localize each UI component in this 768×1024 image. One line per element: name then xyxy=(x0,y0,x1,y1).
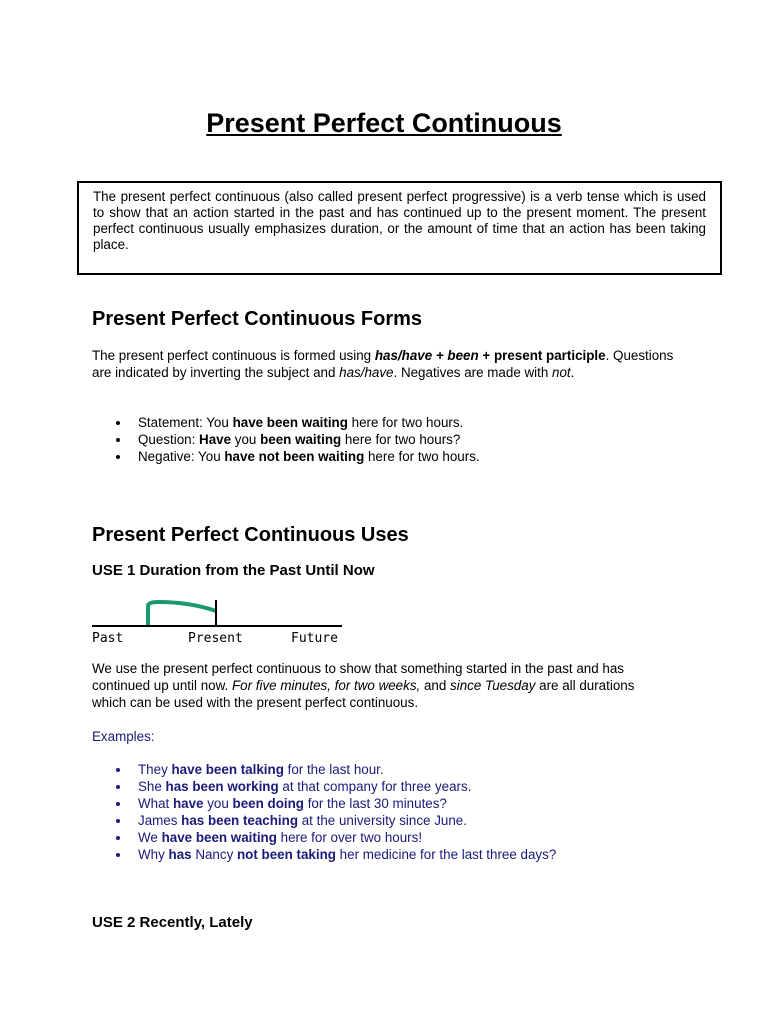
list-item: What have you been doing for the last 30 minutes? xyxy=(92,795,556,812)
timeline-label-present: Present xyxy=(188,631,243,646)
list-item: James has been teaching at the university since June. xyxy=(92,812,556,829)
list-item: Negative: You have not been waiting here for two hours. xyxy=(92,448,480,465)
forms-paragraph: The present perfect continuous is formed using has/have + been + present participle. Questions are indicated by inverting the subject and has/have. Negatives are made with not. xyxy=(92,348,674,380)
bullet-icon xyxy=(116,455,120,459)
timeline-diagram xyxy=(92,598,352,646)
uses-heading: Present Perfect Continuous Uses xyxy=(92,524,409,546)
examples-label: Examples: xyxy=(92,729,155,744)
bullet-icon xyxy=(116,836,120,840)
bullet-icon xyxy=(116,768,120,772)
use1-paragraph: We use the present perfect continuous to show that something started in the past and has continued up until now. For five minutes, for two weeks, and since Tuesday are all durations which can be used with the present perfect continuous. xyxy=(92,661,635,710)
bullet-icon xyxy=(116,853,120,857)
intro-text: The present perfect continuous (also called present perfect progressive) is a verb tense which is used to show that an action started in the past and has continued up to the present moment. The present perfect continuous usually emphasizes duration, or the amount of time that an action has been taking place. xyxy=(93,189,706,252)
timeline-label-past: Past xyxy=(92,631,124,646)
list-item: She has been working at that company for three years. xyxy=(92,778,556,795)
duration-arc xyxy=(148,602,216,625)
examples-list xyxy=(92,761,556,863)
forms-list xyxy=(92,414,480,465)
list-item: Question: Have you been waiting here for two hours? xyxy=(92,431,480,448)
timeline-label-future: Future xyxy=(291,631,338,646)
list-item: Why has Nancy not been taking her medicine for the last three days? xyxy=(92,846,556,863)
list-item: They have been talking for the last hour. xyxy=(92,761,556,778)
bullet-icon xyxy=(116,802,120,806)
intro-box xyxy=(77,181,722,275)
bullet-icon xyxy=(116,421,120,425)
use2-heading: USE 2 Recently, Lately xyxy=(92,914,253,931)
bullet-icon xyxy=(116,438,120,442)
use1-heading: USE 1 Duration from the Past Until Now xyxy=(92,562,375,579)
list-item: Statement: You have been waiting here for two hours. xyxy=(92,414,480,431)
forms-heading: Present Perfect Continuous Forms xyxy=(92,308,423,330)
bullet-icon xyxy=(116,785,120,789)
list-item: We have been waiting here for over two hours! xyxy=(92,829,556,846)
page-title: Present Perfect Continuous xyxy=(206,108,562,138)
bullet-icon xyxy=(116,819,120,823)
